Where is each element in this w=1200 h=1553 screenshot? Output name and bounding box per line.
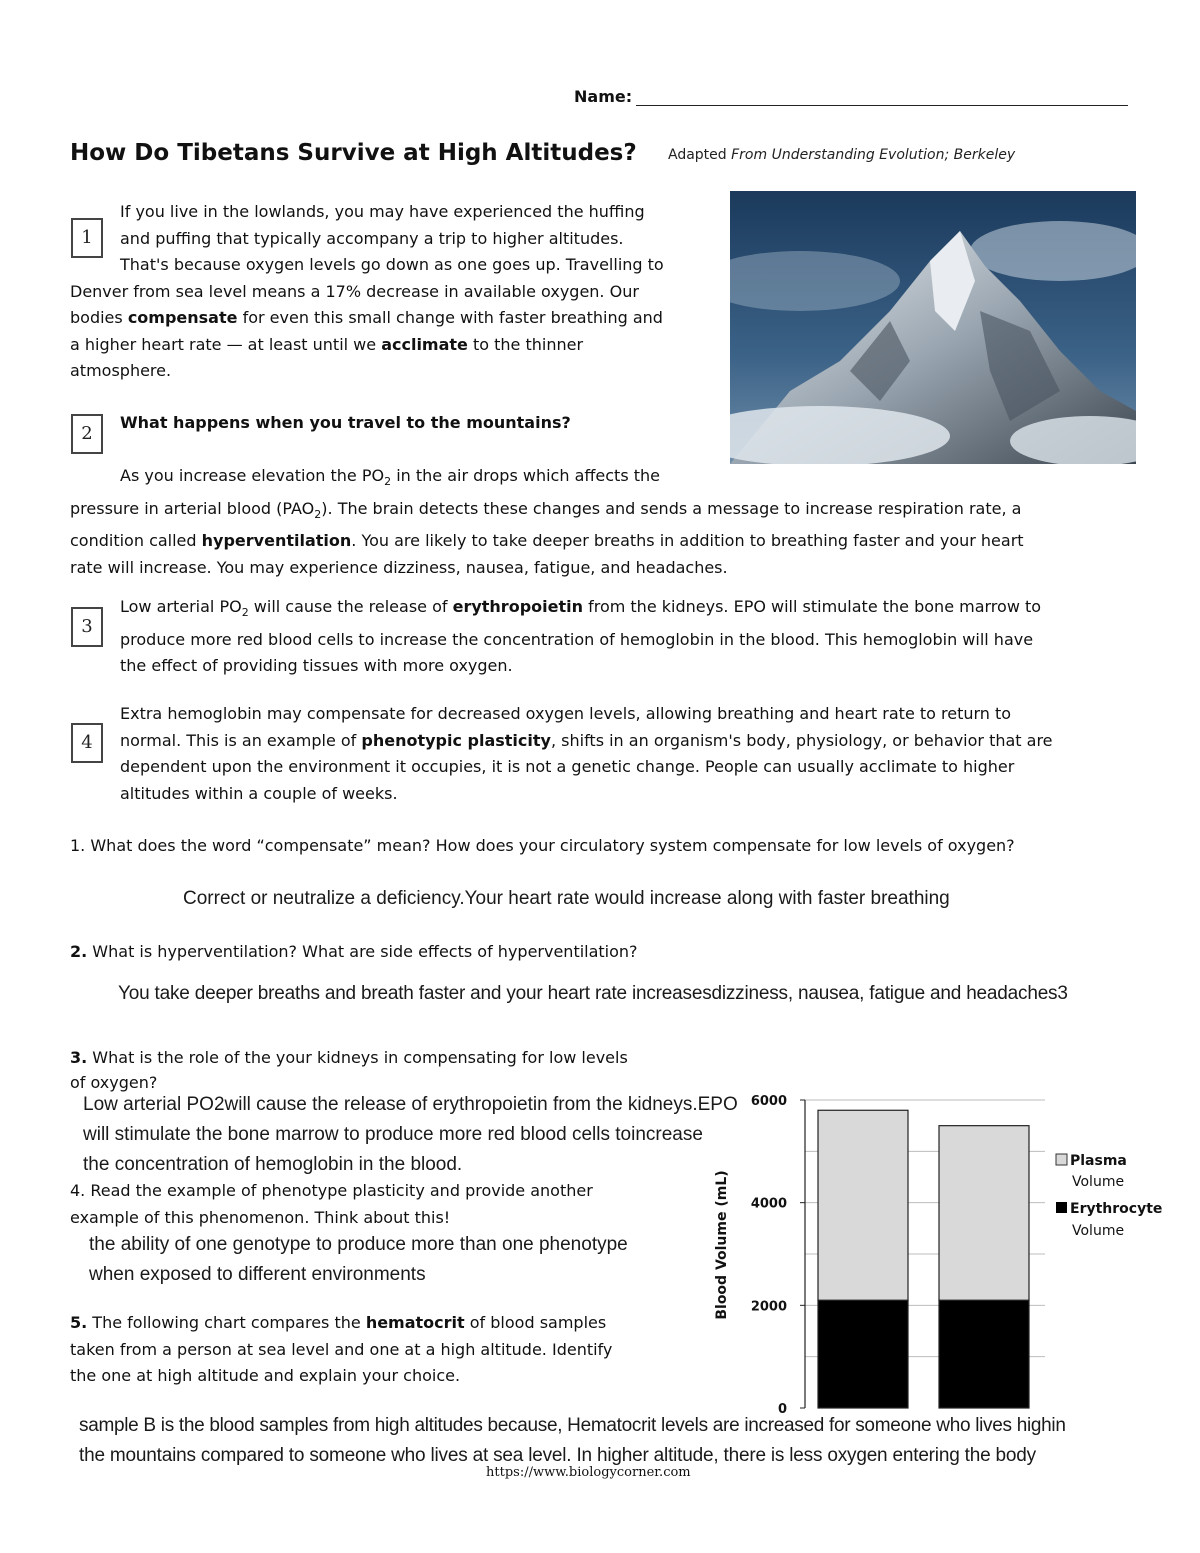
y-tick-label: 4000 xyxy=(750,1196,787,1212)
chart-ticks xyxy=(751,1094,805,1417)
chart-bars xyxy=(818,1110,1029,1408)
bar-erythrocyte-b xyxy=(939,1300,1029,1408)
s2-sub-b: 2 xyxy=(314,507,322,521)
s4-l2-a: normal. This is an example of xyxy=(120,730,362,750)
q5-number: 5. xyxy=(70,1313,88,1332)
s4-line2 xyxy=(120,728,1140,755)
s2-line2 xyxy=(70,496,1140,529)
s4-line1: Extra hemoglobin may compensate for decreased oxygen levels, allowing breathing and heart rate to return to xyxy=(120,704,1012,723)
legend-erythrocyte-line2: Volume xyxy=(1072,1223,1125,1239)
hematocrit-chart xyxy=(700,1080,1180,1420)
s3-line3: the effect of providing tissues with more oxygen. xyxy=(120,656,513,676)
name-label: Name: xyxy=(574,87,633,106)
s1-line6 xyxy=(70,332,720,359)
s4-line4: altitudes within a couple of weeks. xyxy=(120,783,398,803)
legend-plasma-line1: Plasma xyxy=(1070,1153,1127,1169)
q3-text-1: What is the role of the your kidneys in compensating for low levels xyxy=(87,1048,628,1067)
q1-number: 1. xyxy=(70,836,86,855)
s2-line3 xyxy=(70,528,1140,555)
s1-line4: Denver from sea level means a 17% decrease in available oxygen. Our xyxy=(70,281,639,301)
q4-number: 4. xyxy=(70,1181,86,1200)
q5-answer-line2: the mountains compared to someone who lives at sea level. In higher altitude, there is less oxygen entering the body xyxy=(79,1445,1036,1466)
q1-text: What does the word “compensate” mean? How does your circulatory system compensate for low levels of oxygen? xyxy=(85,836,1015,855)
s2-line1 xyxy=(70,463,1140,496)
s3-l1-a: Low arterial PO xyxy=(120,597,242,616)
q3-line2: of oxygen? xyxy=(70,1072,158,1092)
q5-line3: the one at high altitude and explain your choice. xyxy=(70,1366,461,1385)
s1-line6-c: to the thinner xyxy=(467,334,584,354)
q1-answer[interactable]: Correct or neutralize a deficiency.Your heart rate would increase along with faster breathing xyxy=(183,888,950,909)
bar-plasma-a xyxy=(818,1110,908,1300)
s1-line3: That's because oxygen levels go down as one goes up. Travelling to xyxy=(120,255,664,274)
s4-line3: dependent upon the environment it occupies, it is not a genetic change. People can usually acclimate to higher xyxy=(120,757,1015,776)
q3-answer-line2: will stimulate the bone marrow to produce more red blood cells toincrease xyxy=(83,1124,703,1145)
s2-l2-b: ). The brain detects these changes and sends a message to increase respiration rate, a xyxy=(321,498,1022,518)
mountain-photo xyxy=(730,191,1136,464)
source-credit xyxy=(668,147,1015,163)
q5-answer-line1: sample B is the blood samples from high altitudes because, Hematocrit levels are increased for someone who lives highin xyxy=(79,1415,1066,1436)
s3-l1-d: from the kidneys. EPO will stimulate the bone marrow to xyxy=(583,597,1042,616)
s3-l1-b: will cause the release of xyxy=(248,597,453,616)
q4-answer-line1: the ability of one genotype to produce more than one phenotype xyxy=(89,1234,628,1255)
q5-text-1a: The following chart compares the xyxy=(87,1313,366,1332)
q2-answer[interactable]: You take deeper breaths and breath faster and your heart rate increasesdizziness, nausea, fatigue and headaches3 xyxy=(118,983,1068,1004)
name-line xyxy=(574,84,632,111)
section-1-text xyxy=(70,199,720,385)
footer-url[interactable]: https://www.biologycorner.com xyxy=(486,1465,691,1480)
bar-erythrocyte-a xyxy=(818,1300,908,1408)
legend-plasma-line2: Volume xyxy=(1072,1174,1125,1190)
s2-l3-c: . You are likely to take deeper breaths in addition to breathing faster and your heart xyxy=(351,531,1024,551)
section-number-3: 3 xyxy=(71,607,103,647)
term-acclimate: acclimate xyxy=(381,334,468,354)
q5-answer[interactable] xyxy=(79,1411,1194,1471)
s2-l1-b: in the air drops which affects the xyxy=(391,466,660,485)
name-field[interactable] xyxy=(636,104,1128,106)
question-5 xyxy=(70,1310,710,1390)
y-tick-label: 6000 xyxy=(750,1094,787,1109)
section-number-2: 2 xyxy=(71,414,103,454)
section-2-heading: What happens when you travel to the mountains? xyxy=(120,413,571,432)
s1-line5-c: for even this small change with faster breathing and xyxy=(237,308,663,327)
q4-answer[interactable] xyxy=(89,1230,729,1290)
s1-line2: and puffing that typically accompany a trip to higher altitudes. xyxy=(120,228,624,248)
q5-line1 xyxy=(70,1310,710,1337)
s1-line7: atmosphere. xyxy=(70,361,172,380)
s3-sub: 2 xyxy=(241,606,249,620)
section-number-1: 1 xyxy=(71,218,103,258)
s2-l3-a: condition called xyxy=(70,531,202,551)
section-2-text xyxy=(70,463,1140,581)
legend-swatch-erythrocyte xyxy=(1056,1202,1067,1213)
question-3 xyxy=(70,1045,710,1094)
q3-number: 3. xyxy=(70,1048,88,1067)
y-tick-label: 2000 xyxy=(750,1299,787,1315)
question-1 xyxy=(70,833,1170,860)
q3-answer-line1: Low arterial PO2will cause the release of erythropoietin from the kidneys.EPO xyxy=(83,1094,738,1115)
q3-answer[interactable] xyxy=(83,1090,803,1180)
question-2 xyxy=(70,939,1170,966)
q4-text-1: Read the example of phenotype plasticity and provide another xyxy=(85,1181,593,1200)
q2-text: What is hyperventilation? What are side effects of hyperventilation? xyxy=(87,942,638,961)
s1-line5 xyxy=(70,305,720,332)
legend-erythrocyte-line1: Erythrocyte xyxy=(1070,1201,1163,1217)
s2-sub-a: 2 xyxy=(384,475,392,489)
term-hyperventilation: hyperventilation xyxy=(201,531,352,551)
s3-line1 xyxy=(120,594,1140,627)
term-phenotypic-plasticity: phenotypic plasticity xyxy=(361,730,551,750)
s2-l1-a: As you increase elevation the PO xyxy=(120,466,385,485)
s2-line4: rate will increase. You may experience dizziness, nausea, fatigue, and headaches. xyxy=(70,557,728,577)
source-name: From Understanding Evolution; Berkeley xyxy=(731,147,1016,163)
q4-line2: example of this phenomenon. Think about this! xyxy=(70,1207,451,1227)
source-prefix: Adapted xyxy=(668,147,732,163)
legend-swatch-plasma xyxy=(1056,1154,1067,1165)
q3-line1 xyxy=(70,1045,710,1072)
bar-plasma-b xyxy=(939,1126,1029,1301)
s4-l2-c: , shifts in an organism's body, physiology, or behavior that are xyxy=(550,730,1053,750)
y-tick-label: 0 xyxy=(777,1402,787,1417)
q5-text-1c: of blood samples xyxy=(464,1313,607,1332)
q4-line1 xyxy=(70,1178,710,1205)
section-3-text xyxy=(120,594,1140,680)
page-title: How Do Tibetans Survive at High Altitudes? xyxy=(70,140,637,166)
s1-line1: If you live in the lowlands, you may have experienced the huffing xyxy=(120,202,645,221)
term-hematocrit: hematocrit xyxy=(365,1313,465,1332)
q3-answer-line3: the concentration of hemoglobin in the blood. xyxy=(83,1154,463,1175)
chart-legend xyxy=(1056,1153,1162,1239)
question-4 xyxy=(70,1178,710,1231)
s3-line2: produce more red blood cells to increase the concentration of hemoglobin in the blood. This hemoglobin will have xyxy=(120,629,1034,649)
section-4-text xyxy=(120,701,1140,807)
s1-line5-a: bodies xyxy=(70,308,128,327)
term-erythropoietin: erythropoietin xyxy=(452,597,583,616)
s1-line6-a: a higher heart rate — at least until we xyxy=(70,334,382,354)
q2-number: 2. xyxy=(70,942,88,961)
y-axis-label: Blood Volume (mL) xyxy=(714,1170,730,1320)
term-compensate: compensate xyxy=(127,308,238,327)
q4-answer-line2: when exposed to different environments xyxy=(89,1264,426,1285)
section-number-4: 4 xyxy=(71,723,103,763)
s2-l2-a: pressure in arterial blood (PAO xyxy=(70,498,315,518)
q5-line2: taken from a person at sea level and one at a high altitude. Identify xyxy=(70,1339,613,1359)
